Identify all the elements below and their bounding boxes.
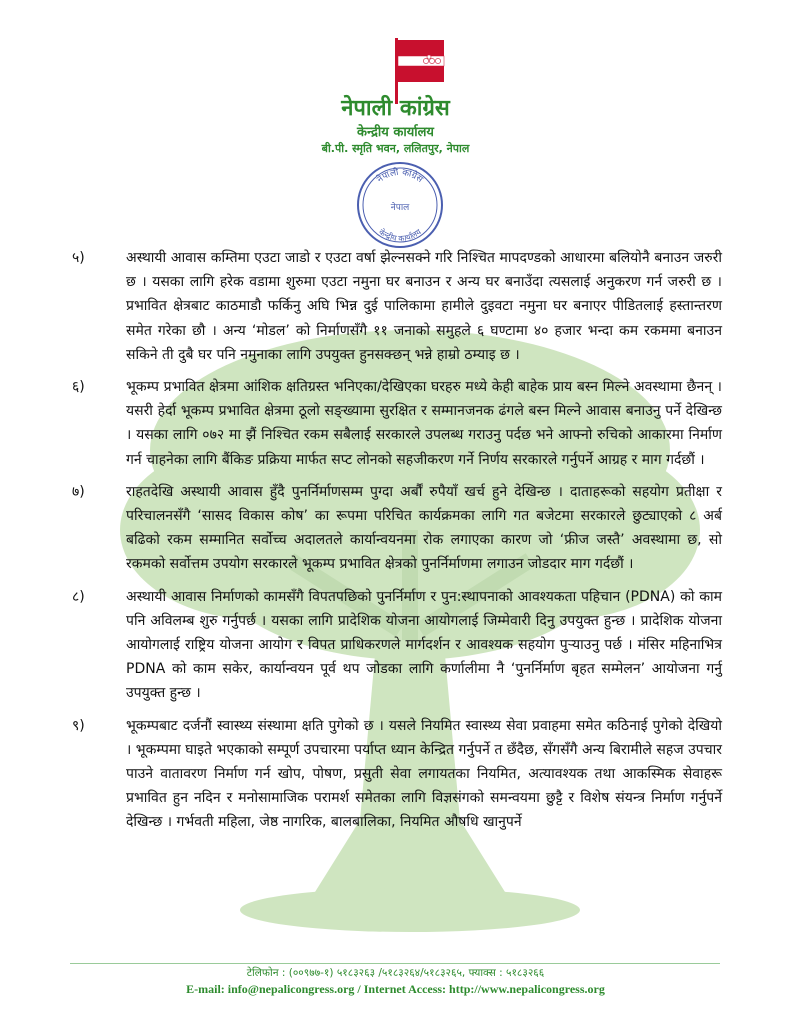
list-item [72,585,722,706]
item-number: ७) [72,483,85,500]
item-text: अस्थायी आवास निर्माणको कामसँगै विपतपछिको पुनर्निर्माण र पुन:स्थापनाको आवश्यकता पहिचान (PDNA) को काम पनि अविलम्ब शुरु गर्नुपर्छ । यसका लागि प्रादेशिक योजना आयोगलाई जिम्मेवारी दिनु उपयुक्त हुन्छ । प्रादेशिक योजना आयोगलाई राष्ट्रिय योजना आयोग र विपत प्राधिकरणले मार्गदर्शन र आवश्यक सहयोग पुऱ्याउनु पर्छ । मंसिर महिनाभित्र PDNA को काम सकेर, कार्यान्वयन पूर्व थप जोडका लागि कर्णालीमा नै ‘पुनर्निर्माण बृहत सम्मेलन’ आयोजना गर्नु उपयुक्त हुन्छ । [126,588,722,702]
item-number: ५) [72,250,85,266]
office-address: बी.पी. स्मृति भवन, ललितपुर, नेपाल [321,142,470,155]
item-text: अस्थायी आवास कम्तिमा एउटा जाडो र एउटा वर्षा झेल्नसक्ने गरि निश्चित मापदण्डको आधारमा बलियोनै बनाउन जरुरी छ । यसका लागि हरेक वडामा शुरुमा एउटा नमुना घर बनाउन र अन्य घर बनाउँदा त्यसलाई अनुकरण गर्न जरुरी छ । प्रभावित क्षेत्रबाट काठमाडौ फर्किनु अघि भिन्न दुई पालिकामा हामीले दुइवटा नमुना घर बनाएर पीडितलाई हस्तान्तरण समेत गरेका छौ । अन्य ‘मोडल’ को निर्माणसँगै ११ जनाको समुहले ६ घण्टामा ४० हजार भन्दा कम रकममा बनाउन सकिने ती दुबै घर पनि नमुनाका लागि उपयुक्त हुनसक्छन् भन्ने हाम्रो ठम्याइ छ । [126,250,722,363]
numbered-items [72,246,722,843]
svg-text:नेपाली कांग्रेस [374,166,425,186]
list-item [72,375,722,472]
seal-text-bottom: केन्द्रीय कार्यालय [377,227,423,244]
svg-text:केन्द्रीय कार्यालय [377,227,423,244]
item-text: भूकम्पबाट दर्जनौं स्वास्थ्य संस्थामा क्षति पुगेको छ । यसले नियमित स्वास्थ्य सेवा प्रवाहमा समेत कठिनाई पुगेको देखियो । भूकम्पमा घाइते भएकाको सम्पूर्ण उपचारमा पर्याप्त ध्यान केन्द्रित गर्नुपर्ने त छँदैछ, सँगसँगै अन्य बिरामीले सहज उपचार पाउने वातावरण निर्माण गर्न खोप, पोषण, प्रसुती सेवा लगायतका नियमित, अत्यावश्यक तथा आकस्मिक सेवाहरू प्रभावित हुन नदिन र मनोसामाजिक परामर्श समेतका लागि विज्ञसंगको समन्वयमा छुट्टै र विशेष संयन्त्र निर्माण गर्नुपर्ने देखिन्छ । गर्भवती महिला, जेष्ठ नागरिक, बालबालिका, नियमित औषधि खानुपर्ने [126,717,722,831]
office-name: केन्द्रीय कार्यालय [357,125,434,140]
item-text: भूकम्प प्रभावित क्षेत्रमा आंशिक क्षतिग्रस्त भनिएका/देखिएका घरहरु मध्ये केही बाहेक प्राय बस्न मिल्ने अवस्थामा छैनन् । यसरी हेर्दा भूकम्प प्रभावित क्षेत्रमा ठूलो सङ्ख्यामा सुरक्षित र सम्मानजनक ढंगले बस्न मिल्ने आवास बनाउनु पर्ने देखिन्छ । यसका लागि ०७२ मा झैं निश्चित रकम सबैलाई सरकारले उपलब्ध गराउनु पर्दछ भने आफ्नो रुचिको आकारमा निर्माण गर्न चाहनेका लागि बैंकिङ प्रक्रिया मार्फत सप्ट लोनको सहजीकरण गर्ने निर्णय सरकारले गर्नुपर्ने आग्रह र माग गर्दछौं । [126,379,722,468]
list-item [72,480,722,577]
item-number: ९) [72,717,85,734]
footer-divider [70,963,720,964]
item-number: ८) [72,588,85,605]
footer-phone: टेलिफोन : (००९७७-१) ५१८३२६३ /५१८३२६४/५१८३२६५, फ्याक्स : ५१८३२६६ [246,967,545,979]
seal-text-middle: नेपाल [390,203,410,213]
list-item [72,714,722,835]
list-item [72,246,722,367]
footer-contact-web: E-mail: info@nepalicongress.org / Internet Access: http://www.nepalicongress.org [186,982,605,996]
item-number: ६) [72,379,85,396]
seal-text-top: नेपाली कांग्रेस [375,167,425,186]
item-text: राहतदेखि अस्थायी आवास हुँदै पुनर्निर्माणसम्म पुग्दा अर्बौं रुपैयाँ खर्च हुने देखिन्छ । दाताहरूको सहयोग प्रतीक्षा र परिचालनसँगै ‘सासद विकास कोष’ का रूपमा परिचित कार्यक्रमका लागि गत बजेटमा सरकारले छुट्याएको ८ अर्ब बढिको रकम सम्मानित सर्वोच्च अदालतले कार्यान्वयनमा रोक लगाएका कारण जो ‘फ्रीज जस्तै’ अवस्थामा छ, सो रकमको सर्वोत्तम उपयोग सरकारले भूकम्प प्रभावित क्षेत्रको पुनर्निर्माणमा लगाउन जोडदार माग गर्दछौं । [126,483,722,573]
organization-name: नेपाली कांग्रेस [341,96,450,121]
office-seal [355,160,445,250]
